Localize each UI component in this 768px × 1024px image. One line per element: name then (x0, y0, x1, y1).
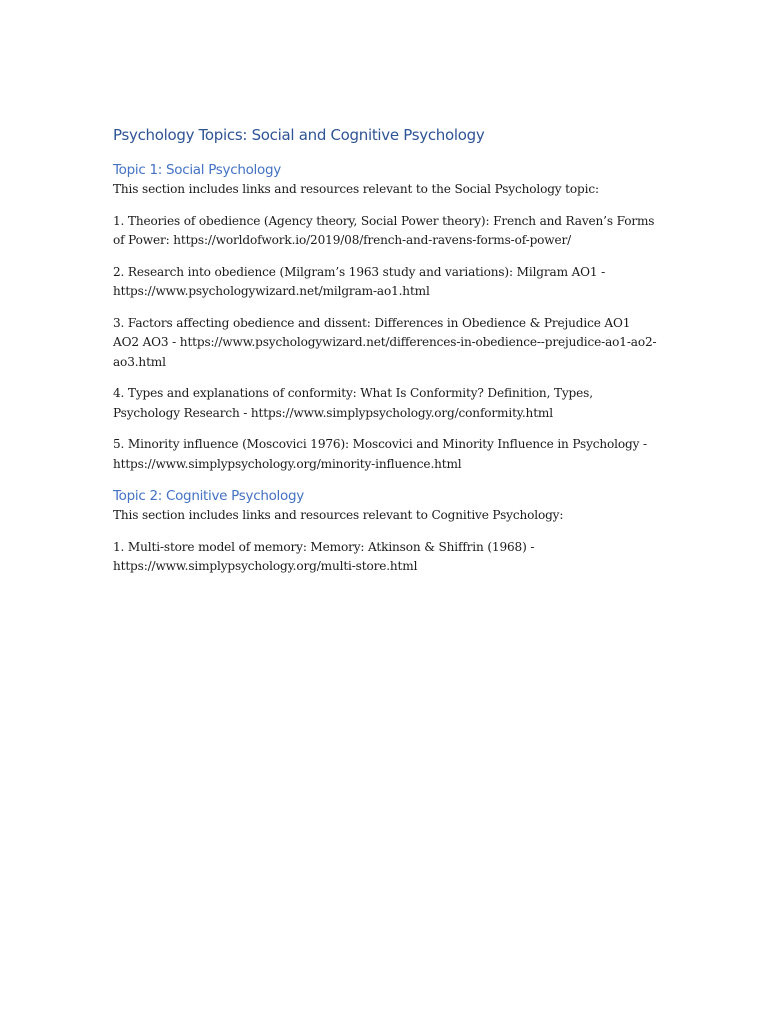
section-social-psychology (113, 160, 658, 474)
list-item: 2. Research into obedience (Milgram’s 1963 study and variations): Milgram AO1 - https://www.psychologywizard.net/milgram-ao1.html (113, 264, 606, 298)
section-intro: This section includes links and resources relevant to the Social Psychology topic: (113, 182, 599, 196)
list-item: 4. Types and explanations of conformity: What Is Conformity? Definition, Types, Psychology Research - https://www.simplypsychology.org/conformity.html (113, 386, 593, 420)
section-cognitive-psychology (113, 486, 658, 577)
list-item: 3. Factors affecting obedience and dissent: Differences in Obedience & Prejudice AO1 AO2 AO3 - https://www.psychologywizard.net/differences-in-obedience--prejudice-ao1-ao2-ao3.html (113, 315, 657, 369)
document-page (113, 124, 658, 589)
section-intro: This section includes links and resources relevant to Cognitive Psychology: (113, 508, 564, 522)
page-title: Psychology Topics: Social and Cognitive Psychology (113, 126, 485, 144)
section-heading: Topic 2: Cognitive Psychology (113, 488, 304, 504)
list-item: 5. Minority influence (Moscovici 1976): Moscovici and Minority Influence in Psychology - https://www.simplypsychology.org/minority-influence.html (113, 437, 647, 471)
list-item: 1. Theories of obedience (Agency theory, Social Power theory): French and Raven’s Forms of Power: https://worldofwork.io/2019/08/french-and-ravens-forms-of-power/ (113, 213, 655, 247)
list-item: 1. Multi-store model of memory: Memory: Atkinson & Shiffrin (1968) - https://www.simplypsychology.org/multi-store.html (113, 539, 535, 573)
section-heading: Topic 1: Social Psychology (113, 162, 281, 178)
